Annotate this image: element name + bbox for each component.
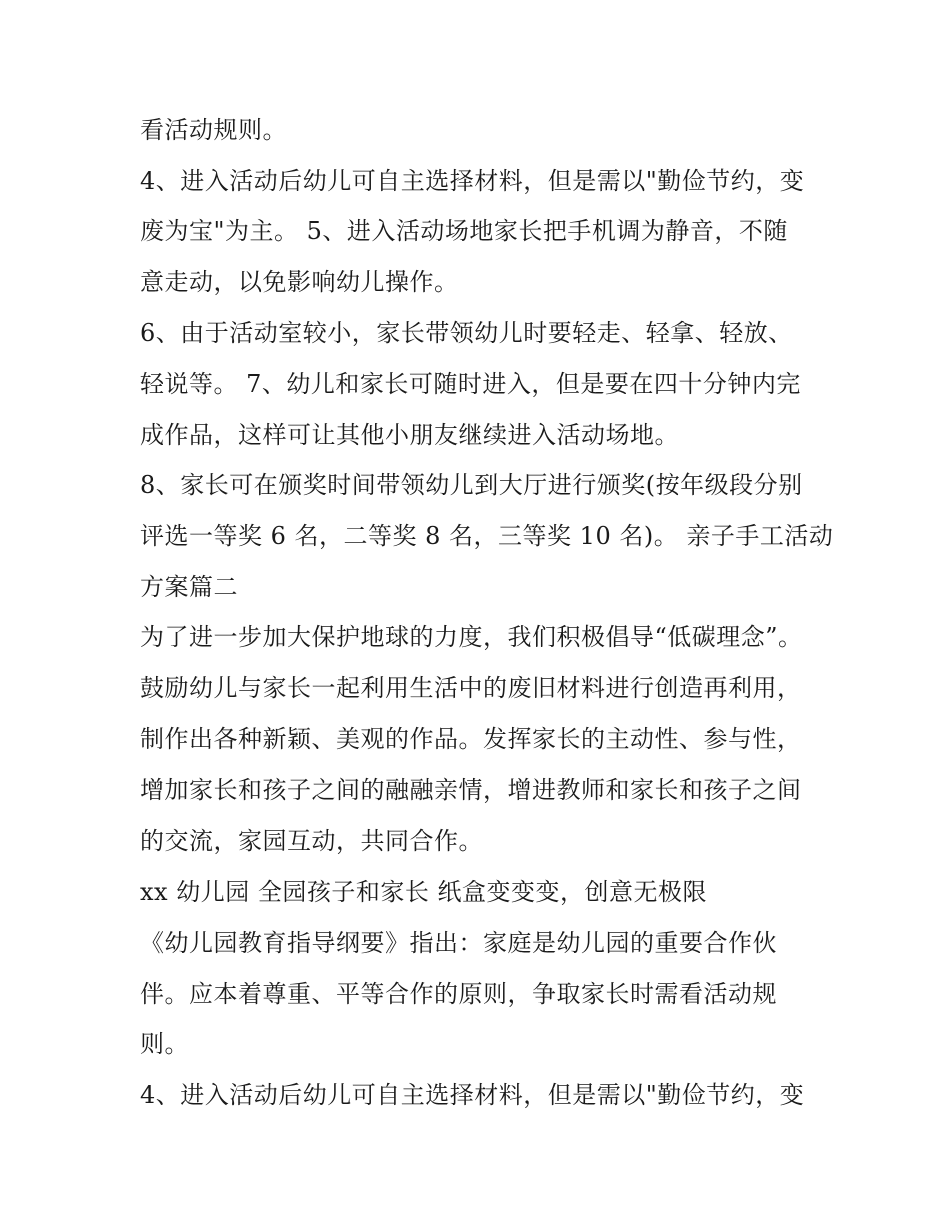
text-line: 废为宝"为主。 5、进入活动场地家长把手机调为静音，不随 — [140, 217, 788, 245]
text-line: 4、进入活动后幼儿可自主选择材料，但是需以"勤俭节约，变 — [140, 1081, 805, 1109]
text-line: 轻说等。 7、幼儿和家长可随时进入，但是要在四十分钟内完 — [140, 370, 801, 398]
text-line: 意走动，以免影响幼儿操作。 — [140, 268, 459, 296]
text-line: 鼓励幼儿与家长一起利用生活中的废旧材料进行创造再利用， — [140, 674, 802, 702]
section-title: 方案篇二 — [140, 573, 238, 601]
text-line: 的交流，家园互动，共同合作。 — [140, 827, 483, 855]
text-line: 4、进入活动后幼儿可自主选择材料，但是需以"勤俭节约，变 — [140, 167, 805, 195]
text-line: 《幼儿园教育指导纲要》指出：家庭是幼儿园的重要合作伙 — [140, 929, 777, 957]
text-line: 看活动规则。 — [140, 116, 287, 144]
text-line: 伴。应本着尊重、平等合作的原则，争取家长时需看活动规 — [140, 980, 777, 1008]
text-line: 6、由于活动室较小，家长带领幼儿时要轻走、轻拿、轻放、 — [140, 319, 793, 347]
text-line: 制作出各种新颖、美观的作品。发挥家长的主动性、参与性， — [140, 725, 802, 753]
text-line: 则。 — [140, 1030, 189, 1058]
text-line: 增加家长和孩子之间的融融亲情，增进教师和家长和孩子之间 — [140, 776, 802, 804]
text-line: 成作品，这样可让其他小朋友继续进入活动场地。 — [140, 421, 679, 449]
text-line: 8、家长可在颁奖时间带领幼儿到大厅进行颁奖(按年级段分别 — [140, 471, 803, 499]
text-line: 为了进一步加大保护地球的力度，我们积极倡导“低碳理念”。 — [140, 623, 803, 651]
text-line: 评选一等奖 6 名，二等奖 8 名，三等奖 10 名)。 亲子手工活动 — [140, 522, 834, 550]
text-line: xx 幼儿园 全园孩子和家长 纸盒变变变，创意无极限 — [140, 878, 707, 906]
